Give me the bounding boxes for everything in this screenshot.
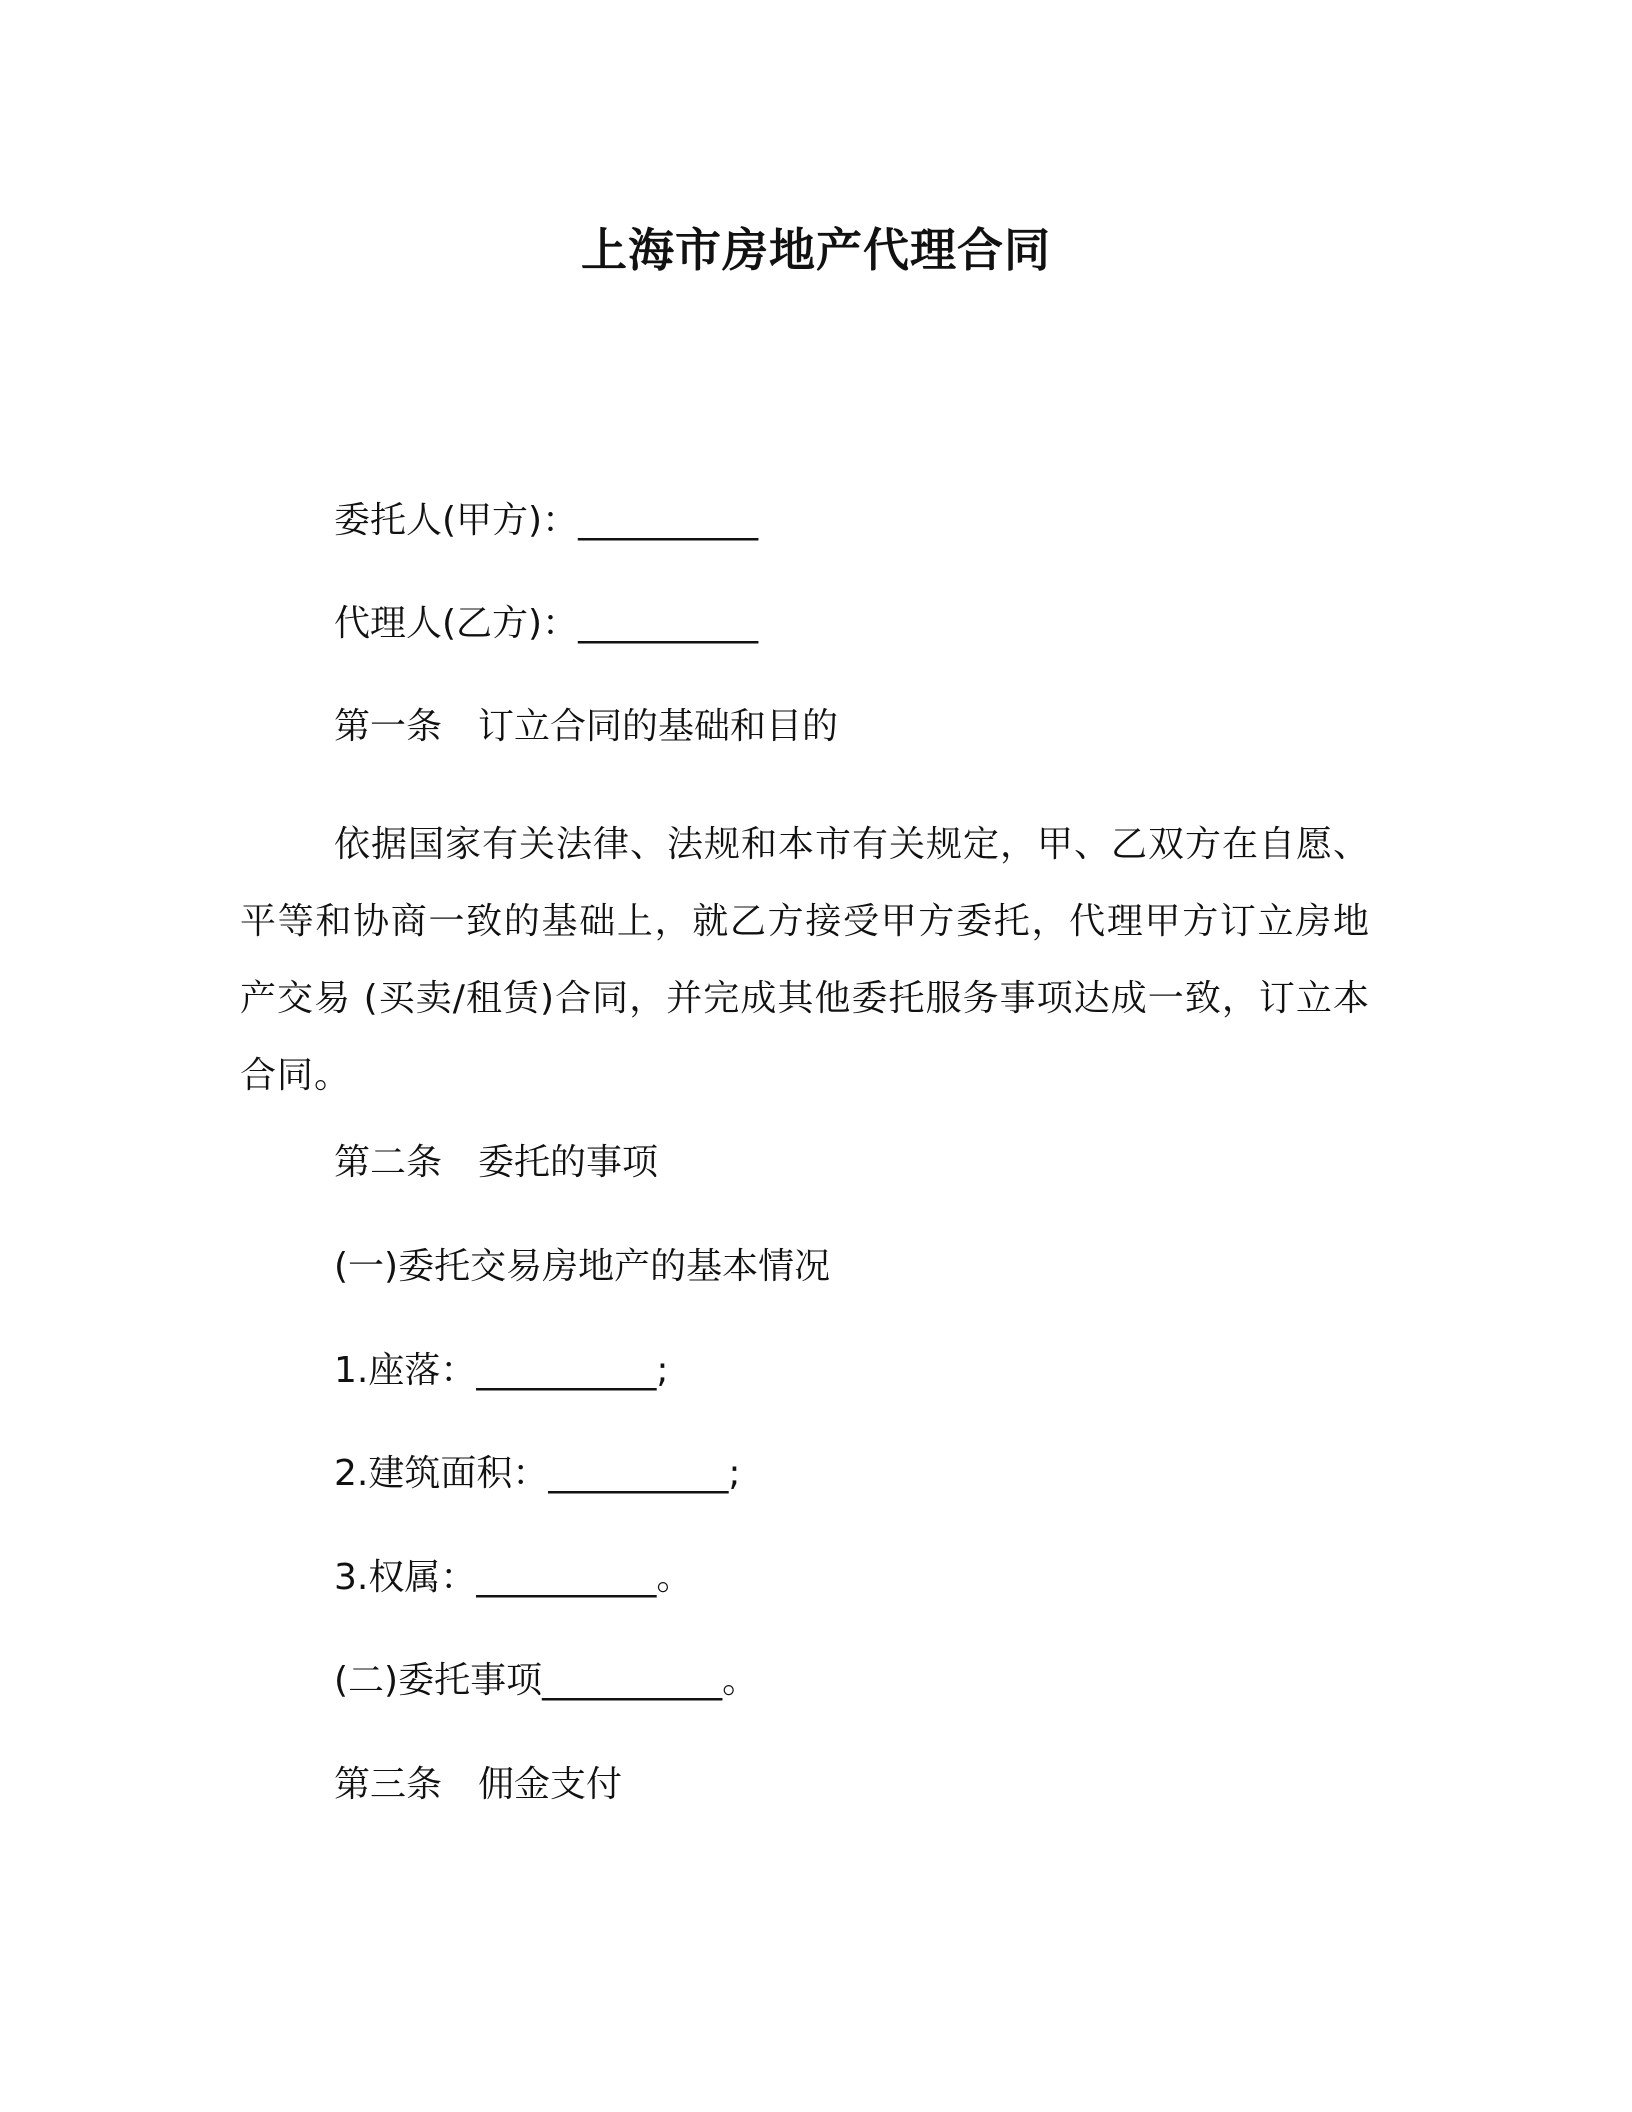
section-1-heading: (一)委托交易房地产的基本情况: [334, 1246, 831, 1287]
party-a-label: 委托人(甲方)：: [334, 500, 579, 541]
document-title: 上海市房地产代理合同: [581, 223, 1051, 277]
article-3-heading: 第三条 佣金支付: [334, 1764, 623, 1805]
article-1-body: 依据国家有关法律、法规和本市有关规定，甲、乙双方在自愿、平等和协商一致的基础上，就乙方接受甲方委托，代理甲方订立房地产交易 (买卖/租赁)合同，并完成其他委托服务事项达成一致，订立本合同。: [240, 824, 1371, 1096]
article-2-heading: 第二条 委托的事项: [334, 1142, 659, 1183]
item-location: 1.座落：__________;: [334, 1350, 669, 1391]
party-a-blank: __________: [578, 500, 759, 541]
item-ownership: 3.权属：__________。: [334, 1557, 693, 1598]
article-1-heading: 第一条 订立合同的基础和目的: [334, 706, 839, 747]
item-floor-area: 2.建筑面积：__________;: [334, 1453, 741, 1494]
party-a-line: [334, 499, 758, 543]
party-b-line: [334, 602, 758, 646]
party-b-blank: __________: [578, 603, 759, 644]
party-b-label: 代理人(乙方)：: [334, 603, 579, 644]
section-2-heading: (二)委托事项__________。: [334, 1660, 759, 1701]
